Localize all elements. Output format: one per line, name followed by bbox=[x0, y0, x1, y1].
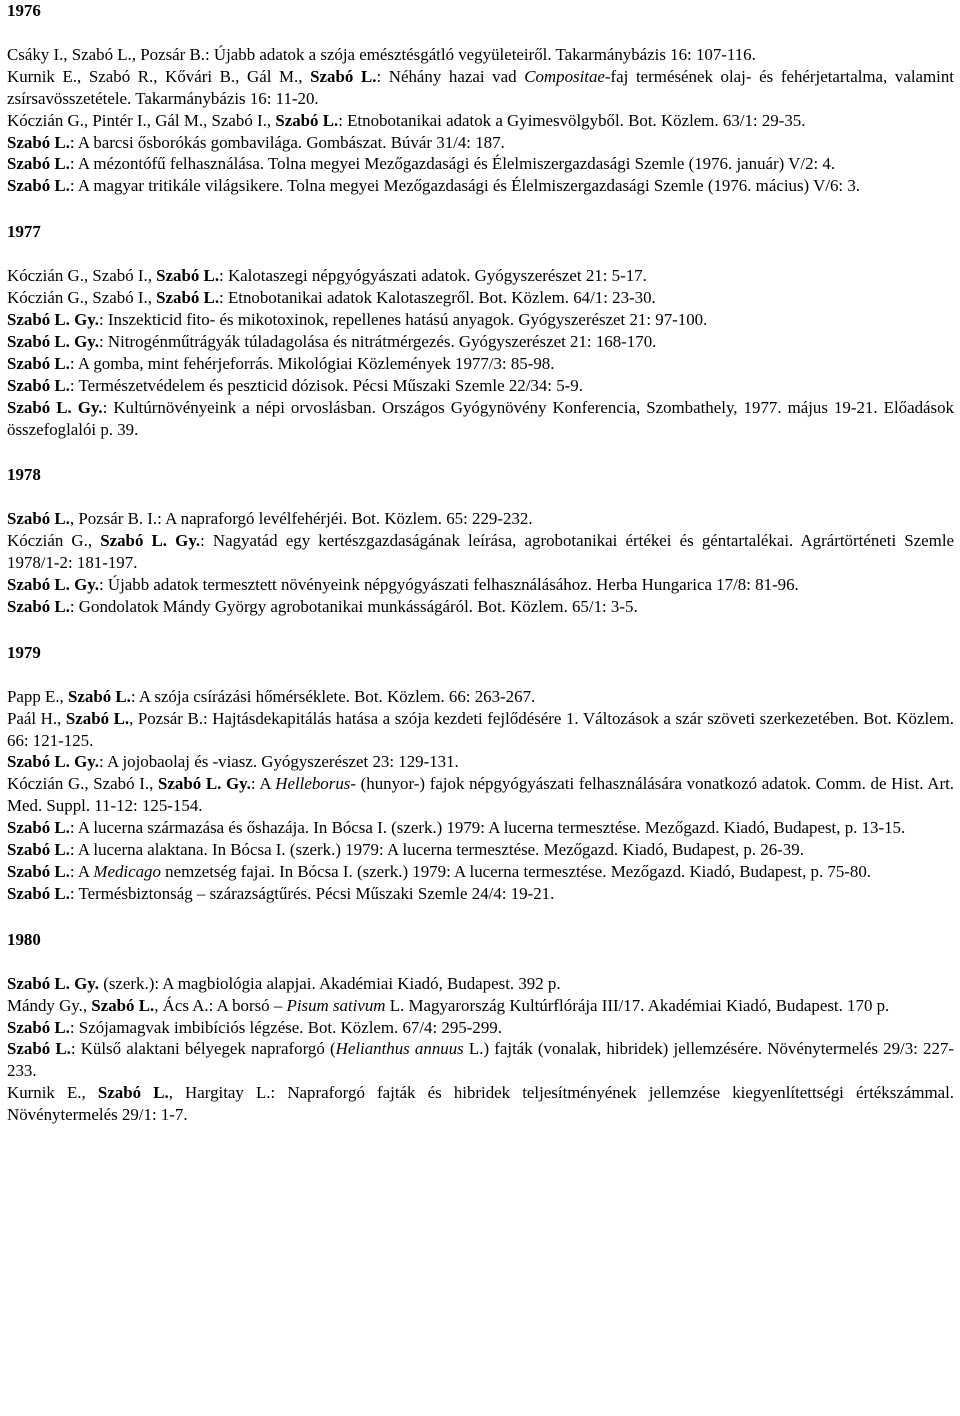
entry-text: Kóczián G., Szabó I., bbox=[7, 774, 158, 794]
bibliography-entry bbox=[7, 66, 954, 110]
author-highlight: Szabó L. Gy. bbox=[157, 774, 251, 794]
bibliography-entry bbox=[7, 375, 954, 397]
author-highlight: Szabó L. bbox=[7, 840, 70, 860]
author-highlight: Szabó L. bbox=[7, 132, 70, 152]
bibliography-entry bbox=[7, 686, 954, 708]
taxon-name: Helianthus annuus bbox=[335, 1039, 464, 1059]
bibliography-entry bbox=[7, 508, 954, 530]
entry-text: Csáky I., Szabó L., Pozsár B.: Újabb adatok a szója emésztésgátló vegyületeiről. Takarmánybázis 16: 107-116. bbox=[7, 44, 756, 64]
entry-text: , Ács A.: A borsó – bbox=[154, 995, 287, 1015]
author-highlight: Szabó L. bbox=[91, 995, 155, 1015]
author-highlight: Szabó L. bbox=[7, 176, 70, 196]
taxon-name: Pisum sativum bbox=[286, 995, 386, 1015]
entry-text: : A bbox=[250, 774, 276, 794]
year-heading: 1978 bbox=[7, 465, 41, 485]
author-highlight: Szabó L. bbox=[156, 266, 220, 286]
bibliography-entry bbox=[7, 817, 954, 839]
bibliography-entry bbox=[7, 153, 954, 175]
author-highlight: Szabó L. Gy. bbox=[7, 973, 99, 993]
author-highlight: Szabó L. bbox=[7, 509, 70, 529]
bibliography-entry bbox=[7, 1082, 954, 1126]
entry-text: nemzetség fajai. In Bócsa I. (szerk.) 1979: A lucerna termesztése. Mezőgazd. Kiadó, Budapest, p. 75-80. bbox=[160, 862, 872, 881]
author-highlight: Szabó L. Gy. bbox=[7, 575, 99, 595]
taxon-name: Medicago bbox=[93, 862, 161, 881]
entry-text: , Pozsár B. I.: A napraforgó levélfehérjéi. Bot. Közlem. 65: 229-232. bbox=[69, 509, 533, 529]
bibliography-entry bbox=[7, 708, 954, 752]
year-section bbox=[7, 905, 954, 1126]
bibliography-entry bbox=[7, 530, 954, 574]
entry-text: : Kultúrnövényeink a népi orvoslásban. Országos Gyógynövény Konferencia, Szombathely, 1977. május 19-21. Előadások összefoglalói p. 39. bbox=[7, 397, 954, 439]
entry-text: Kóczián G., Szabó I., bbox=[7, 266, 157, 286]
author-highlight: Szabó L. bbox=[7, 1017, 70, 1037]
year-section bbox=[7, 618, 954, 905]
entry-text: : A gomba, mint fehérjeforrás. Mikológiai Közlemények 1977/3: 85-98. bbox=[69, 353, 555, 373]
bibliography-entry bbox=[7, 596, 954, 618]
author-highlight: Szabó L. Gy. bbox=[7, 331, 99, 351]
bibliography-entry bbox=[7, 397, 954, 441]
bibliography-entry bbox=[7, 265, 954, 287]
author-highlight: Szabó L. bbox=[68, 686, 131, 706]
entry-text: : Termésbiztonság – szárazságtűrés. Pécsi Műszaki Szemle 24/4: 19-21. bbox=[69, 883, 555, 903]
author-highlight: Szabó L. bbox=[7, 818, 70, 838]
author-highlight: Szabó L. bbox=[156, 288, 220, 308]
entry-text: , Hargitay L.: Napraforgó fajták és hibridek teljesítményének jellemzése kiegyenlítettségi értékszámmal. Növénytermelés 29/1: 1-7. bbox=[7, 1083, 955, 1125]
bibliography-entry bbox=[7, 861, 954, 883]
entry-text: : A jojobaolaj és -viasz. Gyógyszerészet 23: 129-131. bbox=[98, 752, 459, 772]
bibliography-entry bbox=[7, 1017, 954, 1039]
entry-text: : A szója csírázási hőmérséklete. Bot. Közlem. 66: 263-267. bbox=[130, 686, 536, 706]
entry-text: Kóczián G., Pintér I., Gál M., Szabó I., bbox=[7, 110, 276, 130]
entry-text: Kóczián G., Szabó I., bbox=[7, 288, 157, 308]
author-highlight: Szabó L. bbox=[65, 708, 130, 728]
bibliography-entry bbox=[7, 44, 954, 66]
bibliography-entry bbox=[7, 973, 954, 995]
taxon-name: Compositae bbox=[524, 66, 605, 86]
bibliography-entry bbox=[7, 1038, 954, 1082]
author-highlight: Szabó L. bbox=[7, 154, 70, 174]
entry-text: Paál H., bbox=[7, 708, 66, 728]
taxon-name: Helleborus bbox=[275, 774, 351, 794]
entry-text: Kurnik E., bbox=[7, 1083, 98, 1103]
bibliography-entry bbox=[7, 353, 954, 375]
entry-text: : Etnobotanikai adatok a Gyimesvölgyből. Bot. Közlem. 63/1: 29-35. bbox=[338, 110, 806, 130]
entry-text: L.) fajták (vonalak, hibridek) jellemzésére. Növénytermelés 29/3: 227-233. bbox=[7, 1039, 954, 1081]
author-highlight: Szabó L. bbox=[275, 110, 339, 130]
entry-text: (szerk.): A magbiológia alapjai. Akadémiai Kiadó, Budapest. 392 p. bbox=[98, 973, 561, 993]
author-highlight: Szabó L. bbox=[7, 353, 70, 373]
year-section bbox=[7, 440, 954, 617]
author-highlight: Szabó L. Gy. bbox=[100, 531, 201, 551]
author-highlight: Szabó L. bbox=[7, 862, 70, 881]
bibliography-entry bbox=[7, 309, 954, 331]
author-highlight: Szabó L. bbox=[97, 1083, 169, 1103]
entry-text: : A bbox=[69, 862, 94, 881]
entry-text: Mándy Gy., bbox=[7, 995, 92, 1015]
entry-text: : Inszekticid fito- és mikotoxinok, repellenes hatású anyagok. Gyógyszerészet 21: 97-100. bbox=[98, 309, 708, 329]
year-heading: 1980 bbox=[7, 929, 41, 949]
entry-text: : A mézontófű felhasználása. Tolna megyei Mezőgazdasági és Élelmiszergazdasági Szemle (1976. január) V/2: 4. bbox=[69, 154, 836, 174]
bibliography-entry bbox=[7, 751, 954, 773]
author-highlight: Szabó L. bbox=[7, 375, 70, 395]
bibliography-entry bbox=[7, 132, 954, 154]
entry-text: : Külső alaktani bélyegek napraforgó ( bbox=[70, 1039, 336, 1059]
author-highlight: Szabó L. Gy. bbox=[7, 397, 103, 417]
bibliography-entry bbox=[7, 110, 954, 132]
entry-text: : Gondolatok Mándy György agrobotanikai munkásságáról. Bot. Közlem. 65/1: 3-5. bbox=[69, 596, 638, 616]
entry-text: Papp E., bbox=[7, 686, 68, 706]
entry-text: : A lucerna származása és őshazája. In Bócsa I. (szerk.) 1979: A lucerna termesztése. Mezőgazd. Kiadó, Budapest, p. 13-15. bbox=[69, 818, 906, 838]
year-heading: 1977 bbox=[7, 222, 41, 242]
entry-text: -faj termésének olaj- és fehérjetartalma, valamint zsírsavösszetétele. Takarmánybázis 16: 11-20. bbox=[7, 66, 954, 108]
author-highlight: Szabó L. bbox=[7, 596, 70, 616]
entry-text: : A barcsi ősborókás gombavilága. Gombászat. Búvár 31/4: 187. bbox=[69, 132, 505, 152]
entry-text: : Kalotaszegi népgyógyászati adatok. Gyógyszerészet 21: 5-17. bbox=[219, 266, 647, 286]
bibliography-entry bbox=[7, 574, 954, 596]
entry-text: : Etnobotanikai adatok Kalotaszegről. Bot. Közlem. 64/1: 23-30. bbox=[219, 288, 656, 308]
entry-text: , Pozsár B.: Hajtásdekapitálás hatása a szója kezdeti fejlődésére 1. Változások a szár szöveti szerkezetében. Bot. Közlem. 66: 121-125. bbox=[7, 708, 955, 750]
author-highlight: Szabó L. bbox=[7, 883, 70, 903]
bibliography-entry bbox=[7, 995, 954, 1017]
bibliography-entry bbox=[7, 287, 954, 309]
entry-text: Kóczián G., bbox=[7, 531, 101, 551]
year-section bbox=[7, 0, 954, 197]
author-highlight: Szabó L. bbox=[7, 1039, 71, 1059]
author-highlight: Szabó L. Gy. bbox=[7, 309, 99, 329]
bibliography-entry bbox=[7, 883, 954, 905]
entry-text: : Természetvédelem és peszticid dózisok. Pécsi Műszaki Szemle 22/34: 5-9. bbox=[69, 375, 583, 395]
entry-text: - (hunyor-) fajok népgyógyászati felhasználására vonatkozó adatok. Comm. de Hist. Art. Med. Suppl. 11-12: 125-154. bbox=[7, 774, 954, 816]
bibliography-entry bbox=[7, 773, 954, 817]
entry-text: Kurnik E., Szabó R., Kővári B., Gál M., bbox=[7, 66, 311, 86]
entry-text: : Néhány hazai vad bbox=[376, 66, 525, 86]
bibliography-entry bbox=[7, 839, 954, 861]
entry-text: : A lucerna alaktana. In Bócsa I. (szerk.) 1979: A lucerna termesztése. Mezőgazd. Kiadó, Budapest, p. 26-39. bbox=[69, 840, 804, 860]
year-heading: 1979 bbox=[7, 642, 41, 662]
year-section bbox=[7, 197, 954, 440]
bibliography-entry bbox=[7, 331, 954, 353]
author-highlight: Szabó L. bbox=[310, 66, 377, 86]
entry-text: : Nitrogénműtrágyák túladagolása és nitrátmérgezés. Gyógyszerészet 21: 168-170. bbox=[98, 331, 657, 351]
entry-text: : Nagyatád egy kertészgazdaságának leírása, agrobotanikai értékei és géntartalékai. Agrártörténeti Szemle 1978/1-2: 181-197. bbox=[7, 531, 955, 573]
entry-text: : Újabb adatok termesztett növényeink népgyógyászati felhasználásához. Herba Hungarica 17/8: 81-96. bbox=[98, 575, 799, 595]
entry-text: L. Magyarország Kultúrflórája III/17. Akadémiai Kiadó, Budapest. 170 p. bbox=[385, 995, 890, 1015]
entry-text: : A magyar tritikále világsikere. Tolna megyei Mezőgazdasági és Élelmiszergazdasági Szemle (1976. mácius) V/6: 3. bbox=[69, 176, 860, 196]
entry-text: : Szójamagvak imbibíciós légzése. Bot. Közlem. 67/4: 295-299. bbox=[69, 1017, 502, 1037]
author-highlight: Szabó L. Gy. bbox=[7, 752, 99, 772]
year-heading: 1976 bbox=[7, 1, 41, 20]
bibliography-entry bbox=[7, 175, 954, 197]
